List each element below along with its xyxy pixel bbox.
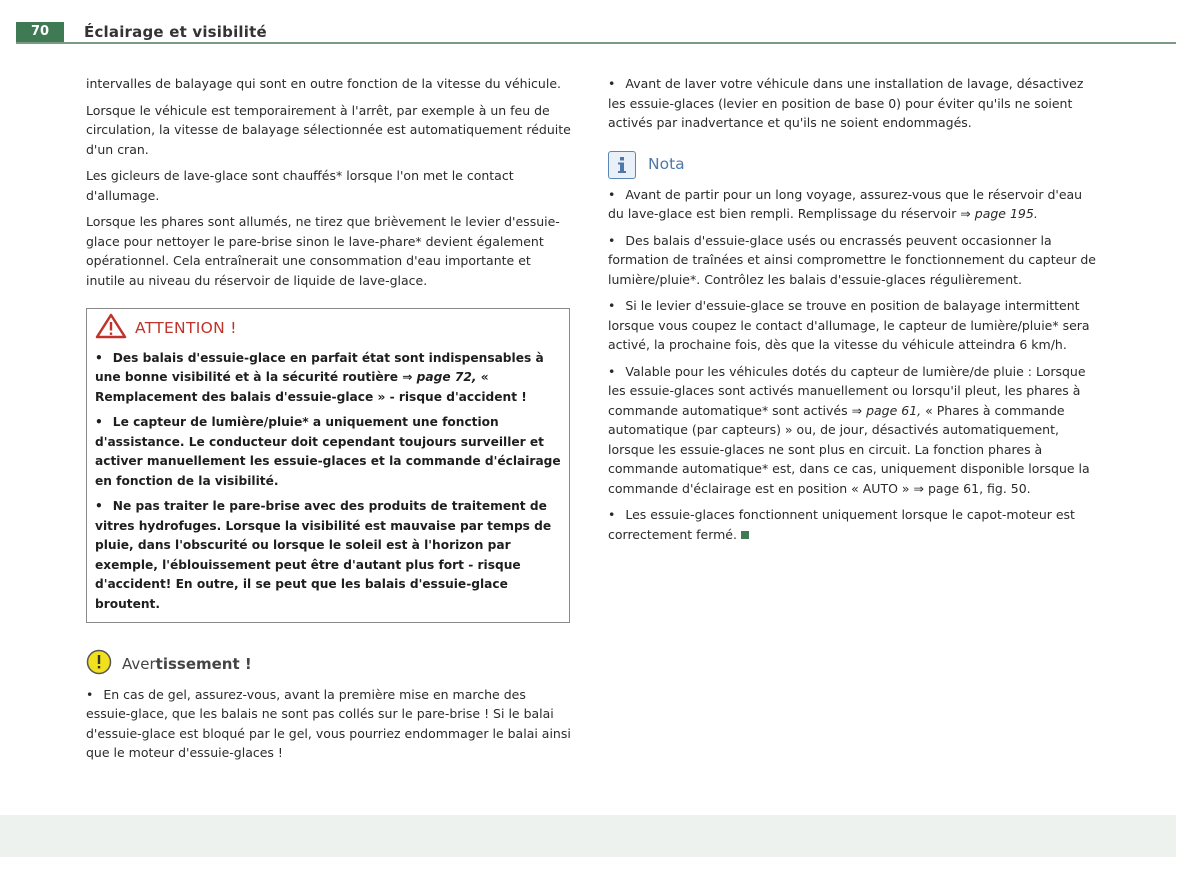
caution-label-bold: tissement ! (155, 655, 252, 673)
paragraph: intervalles de balayage qui sont en outre fonction de la vitesse du véhicule. (86, 76, 561, 91)
note-item (608, 185, 1096, 224)
note-item (608, 362, 1096, 499)
caution-item (86, 685, 572, 763)
bullet: • (608, 186, 616, 202)
left-column (86, 74, 572, 770)
bullet: • (608, 363, 616, 379)
attention-text-tail: « Remplacement des balais d'essuie-glace » - risque d'accident ! (95, 370, 527, 404)
caution-header (86, 649, 572, 681)
note-text: Les essuie-glaces fonctionnent uniquement lorsque le capot-moteur est correctement fermé. (608, 507, 1075, 542)
bullet: • (608, 507, 616, 522)
caution-text: En cas de gel, assurez-vous, avant la première mise en marche des essuie-glace, que les balais ne sont pas collés sur le pare-brise ! Si le balai d'essuie-glace est bloqué par le gel, vous pourriez endommager le balai ainsi que le moteur d'essuie-glaces ! (86, 686, 571, 760)
attention-text: Le capteur de lumière/pluie* a uniquement une fonction d'assistance. Le conducteur doit cependant toujours surveiller et activer manuellement les essuie-glaces et la commande d'éclairage en fonction de la visibilité. (95, 415, 561, 488)
section-end-marker (741, 531, 749, 539)
note-text: Des balais d'essuie-glace usés ou encrassés peuvent occasionner la formation de traînées et ainsi compromettre le fonctionnement du capteur de lumière/pluie*. Contrôlez les balais d'essuie-glaces régulièrement. (608, 232, 1096, 287)
bullet: • (608, 76, 616, 91)
note-label: Nota (648, 154, 685, 173)
right-column (608, 74, 1096, 551)
warning-triangle-icon (95, 313, 127, 345)
footer-strip (0, 815, 1176, 857)
attention-text: Des balais d'essuie-glace en parfait état sont indispensables à une bonne visibilité et à la sécurité routière ⇒ (95, 350, 544, 384)
caution-label (122, 655, 252, 675)
bullet: • (86, 686, 94, 702)
page-ref-link[interactable]: page 72, (416, 370, 477, 384)
paragraph: Lorsque les phares sont allumés, ne tirez que brièvement le levier d'essuie-glace pour nettoyer le pare-brise sinon le lave-phare* devient également opérationnel. Cela entraînerait une consommation d'eau importante et inutile au niveau du réservoir de liquide de lave-glace. (86, 214, 560, 288)
intro-text: Avant de laver votre véhicule dans une installation de lavage, désactivez les essuie-glaces (levier en position de base 0) pour éviter qu'ils ne soient activés par inadvertance et qu'ils ne soient endommagés. (608, 76, 1084, 130)
note-header (608, 151, 1096, 179)
bullet: • (608, 298, 616, 313)
attention-item (95, 413, 561, 491)
attention-item (95, 497, 561, 614)
info-icon (608, 151, 636, 179)
page-title: Éclairage et visibilité (84, 23, 267, 41)
page-ref-link[interactable]: page 195. (974, 206, 1038, 221)
note-item (608, 296, 1096, 355)
attention-box (86, 308, 570, 623)
note-text: Valable pour les véhicules dotés du capteur de lumière/de pluie : Lorsque les essuie-glaces sont activés manuellement ou lorsqu'il pleut, les phares à commande automatique* sont activés ⇒ (608, 363, 1086, 418)
note-text: Avant de partir pour un long voyage, assurez-vous que le réservoir d'eau du lave-glace est bien rempli. Remplissage du réservoir ⇒ (608, 186, 1083, 221)
attention-text: Ne pas traiter le pare-brise avec des produits de traitement de vitres hydrofuges. Lorsque la visibilité est mauvaise par temps de pluie, dans l'obscurité ou lorsque le soleil est à l'horizon par exemple, l'éblouissement peut être d'autant plus fort - risque d'accident! En outre, il se peut que les balais d'essuie-glace broutent. (95, 499, 552, 611)
note-item (608, 231, 1096, 290)
page-ref-link[interactable]: page 61, (866, 402, 922, 418)
caution-label-prefix: Aver (122, 655, 156, 673)
bullet: • (95, 499, 103, 513)
header-rule (16, 42, 1176, 44)
note-text: Si le levier d'essuie-glace se trouve en position de balayage intermittent lorsque vous coupez le contact d'allumage, le capteur de lumière/pluie* sera activé, la prochaine fois, dès que la vitesse du véhicule atteindra 6 km/h. (608, 298, 1090, 352)
paragraph: Les gicleurs de lave-glace sont chauffés* lorsque l'on met le contact d'allumage. (86, 168, 514, 203)
bullet: • (95, 350, 103, 365)
note-text-tail: « Phares à commande automatique (par capteurs) » ou, de jour, désactivés automatiquement, lorsque les essuie-glaces ne sont plus en circuit. La fonction phares à commande automatique* est, dans ce cas, uniquement disponible lorsque la commande d'éclairage est en position « AUTO » ⇒ page 61, fig. 50. (608, 402, 1090, 496)
page-header (0, 22, 1176, 44)
bullet: • (608, 232, 616, 248)
attention-label: ATTENTION ! (135, 319, 237, 337)
page-number: 70 (16, 22, 64, 42)
attention-header (95, 313, 561, 345)
paragraph: Lorsque le véhicule est temporairement à l'arrêt, par exemple à un feu de circulation, la vitesse de balayage sélectionnée est automatiquement réduite d'un cran. (86, 102, 571, 157)
bullet: • (95, 415, 103, 429)
attention-item (95, 349, 561, 408)
intro-item (608, 74, 1096, 133)
caution-circle-icon (86, 649, 112, 681)
note-item (608, 505, 1096, 544)
